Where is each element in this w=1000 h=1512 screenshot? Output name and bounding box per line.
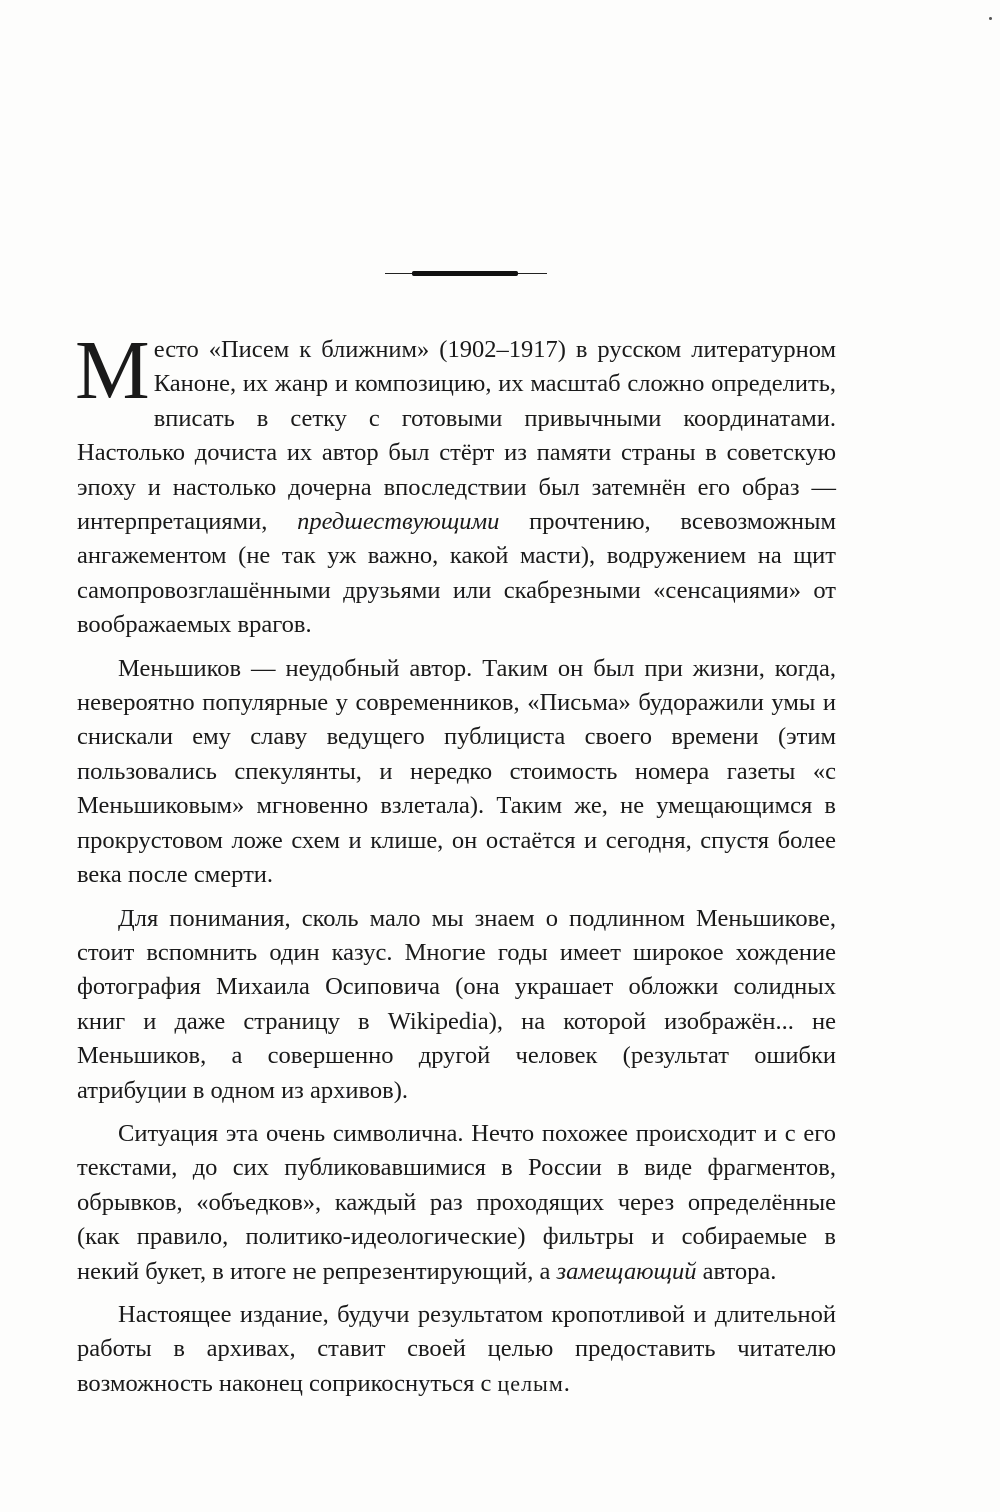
paragraph-3: Для понимания, сколь мало мы знаем о подлинном Меньшикове, стоит вспомнить один казус. Многие годы имеет широкое хождение фотография Михаила Осиповича (она украшает обложки солидных книг и даже страницу в Wikipedia), на которой изображён... не Меньшиков, а совершенно другой человек (результат ошибки атрибуции в одном из архивов). [77,904,836,1104]
paragraph-1-text-b: прочтению, всевозможным ангажементом (не так уж важно, какой масти), водружением на щит самопровозглашёнными друзьями или скабрезными «сенсациями» от воображаемых врагов. [77,508,837,639]
ornament-thick-bar [412,271,518,276]
drop-cap: М [75,324,150,417]
paragraph-4-text-b: автора. [696,1257,777,1285]
paragraph-1-text-a: есто «Писем к ближним» (1902–1917) в русском литературном Каноне, их жанр и композицию, их масштаб сложно определить, вписать в сетку с готовыми привычными координатами. Настолько дочиста их автор был стёрт из памяти страны в советскую эпоху и настолько дочерна впоследствии был затемнён его образ — интерпретациями, [77,336,836,536]
paragraph-5-spaced-word: целым [497,1370,564,1396]
body-text [75,324,837,1410]
paragraph-5 [77,1298,836,1401]
print-speck [989,17,992,20]
paragraph-4 [77,1117,836,1289]
section-ornament [385,271,547,277]
paragraph-4-text-a: Ситуация эта очень символична. Нечто похожее происходит и с его текстами, до сих публиковавшимися в России в виде фрагментов, обрывков, «объедков», каждый раз проходящих через определённые (как правило, политико-идеологические) фильтры и собираемые в некий букет, в итоге не репрезентирующий, а [77,1119,836,1285]
paragraph-5-text-a: Настоящее издание, будучи результатом кропотливой и длительной работы в архивах, ставит своей целью предоставить читателю возможность наконец соприкоснуться с [77,1300,836,1397]
paragraph-2: Меньшиков — неудобный автор. Таким он был при жизни, когда, невероятно популярные у современников, «Письма» будоражили умы и снискали ему славу ведущего публициста своего времени (этим пользовались спекулянты, и нередко стоимость номера газеты «с Меньшиковым» мгновенно взлетала). Таким же, не умещающимся в прокрустовом ложе схем и клише, он остаётся и сегодня, спустя более века после смерти. [77,654,836,889]
paragraph-5-text-b: . [563,1369,570,1397]
paragraph-4-italic: замещающий [556,1257,697,1285]
paragraph-1 [75,324,837,643]
paragraph-1-italic: предшествующими [297,508,500,536]
